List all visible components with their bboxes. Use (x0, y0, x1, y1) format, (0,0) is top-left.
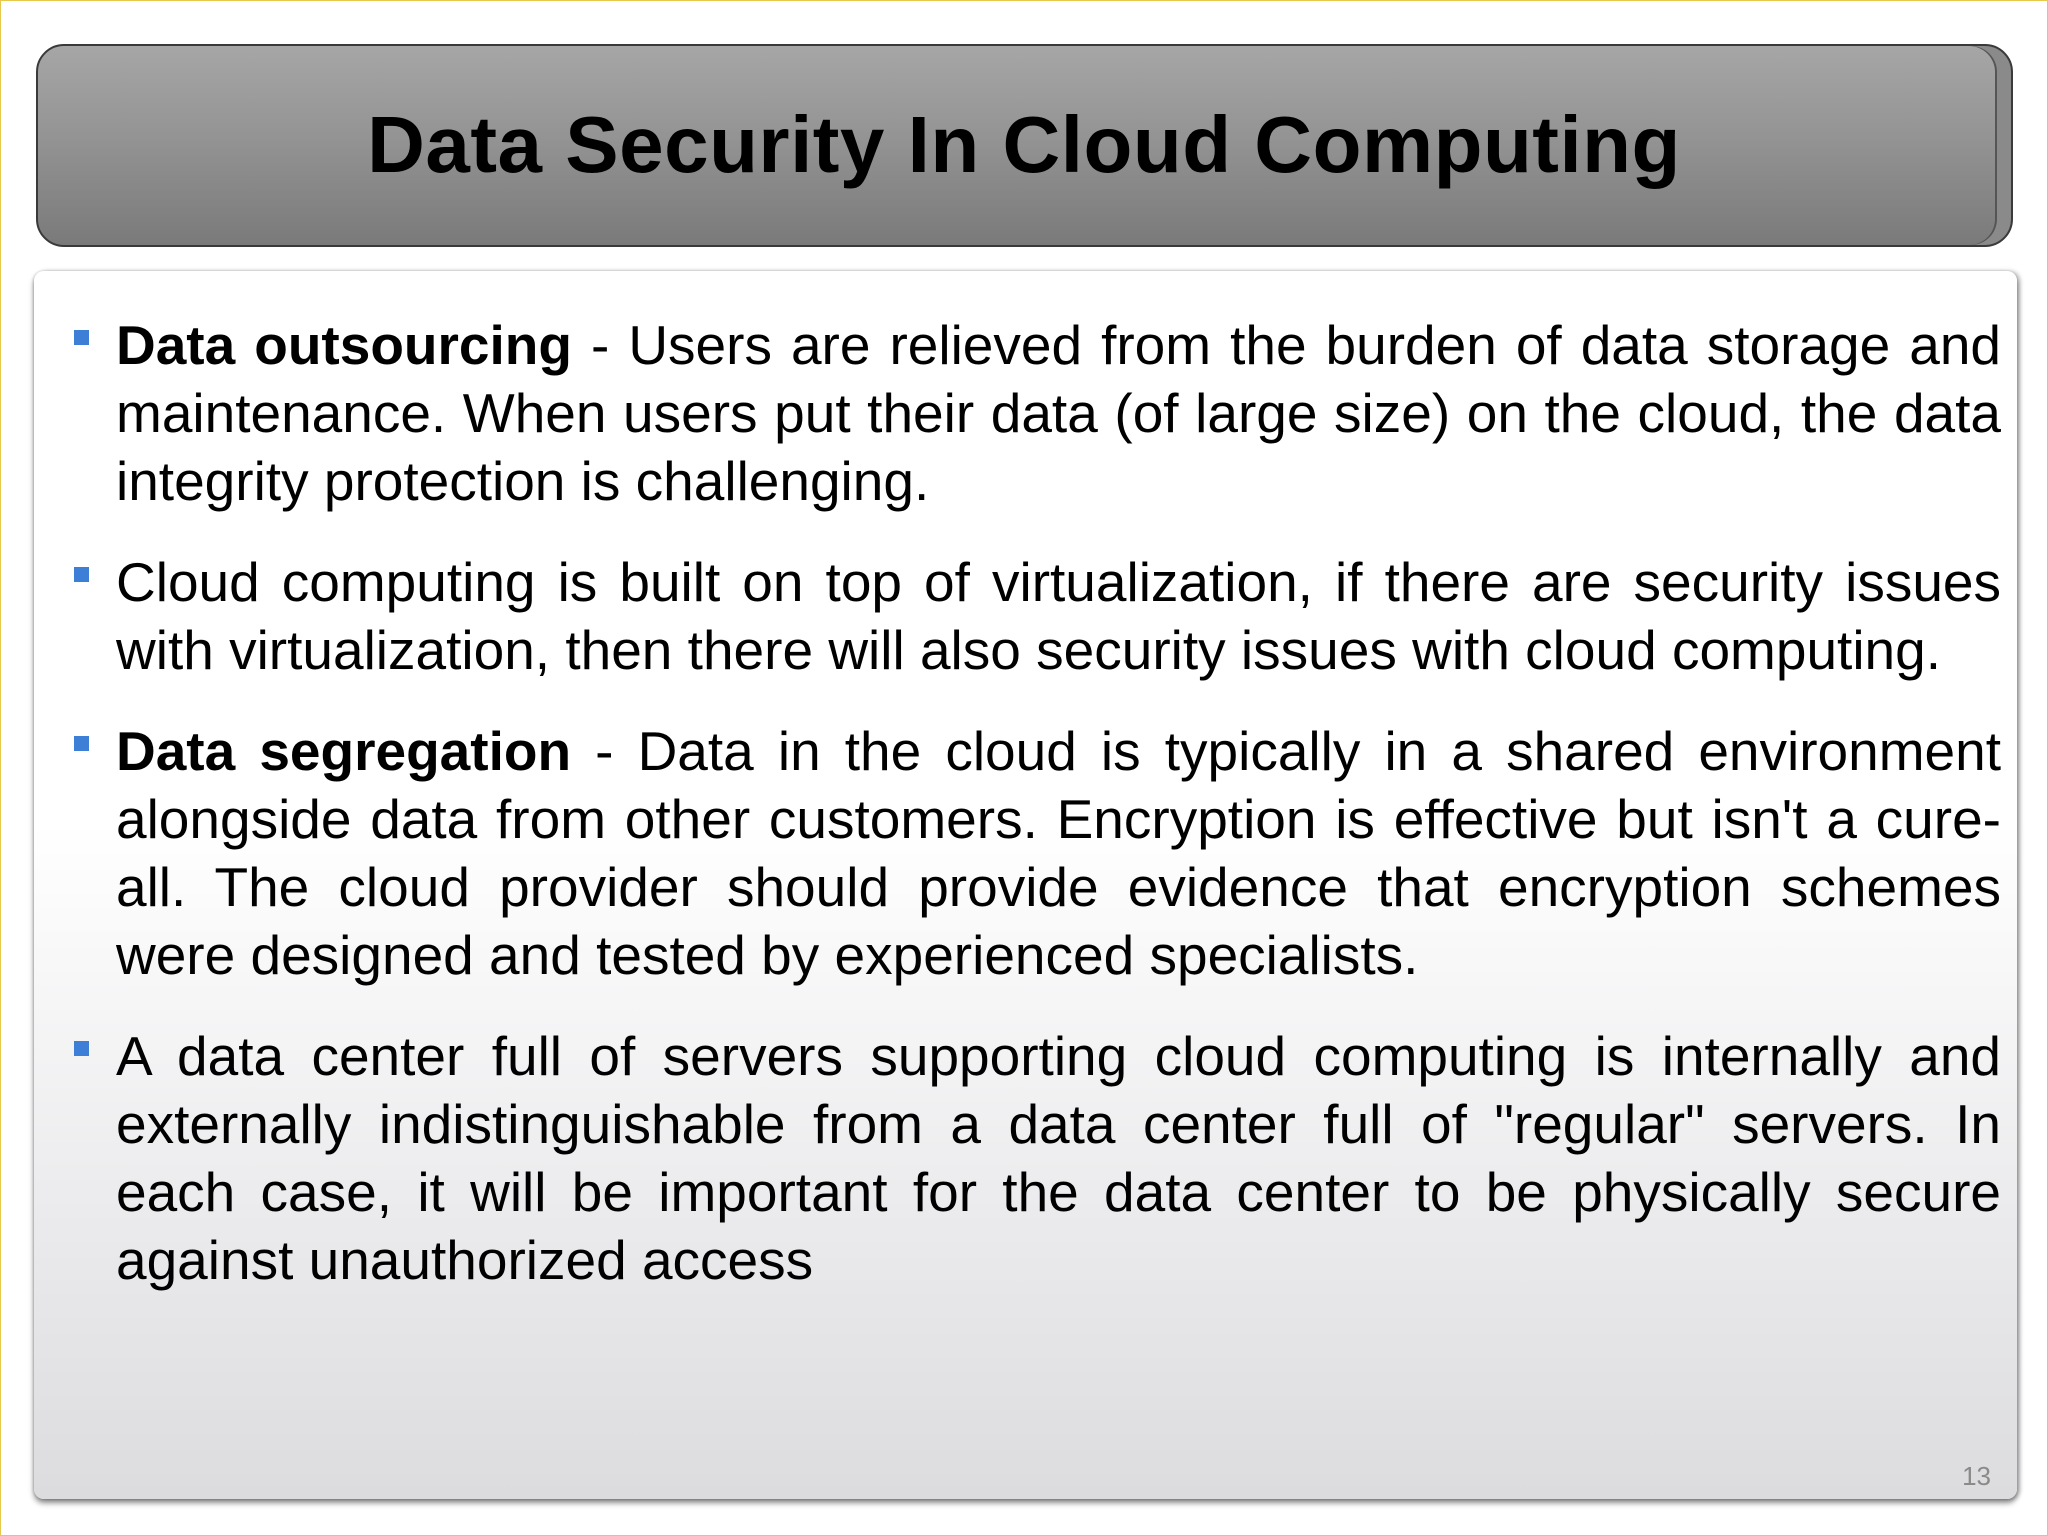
bullet-item (61, 311, 2001, 515)
bullet-item (61, 548, 2001, 684)
bullet-item (61, 1022, 2001, 1294)
bullet-text: Cloud computing is built on top of virtualization, if there are security issues with virtualization, then there will also security issues with cloud computing. (116, 551, 2001, 681)
bullet-term: Data outsourcing (116, 314, 572, 376)
bullet-term: Data segregation (116, 720, 572, 782)
page-number: 13 (1962, 1461, 1991, 1491)
square-bullet-icon (74, 567, 89, 582)
bullet-item (61, 717, 2001, 989)
square-bullet-icon (74, 736, 89, 751)
square-bullet-icon (74, 330, 89, 345)
bullet-list (61, 311, 2001, 1327)
square-bullet-icon (74, 1041, 89, 1056)
bullet-text: - Data in the cloud is typically in a shared environment alongside data from other customers. Encryption is effective but isn't a cure-all. The cloud provider should provide evidence that encryption schemes were designed and tested by experienced specialists. (116, 720, 2002, 986)
bullet-text: - Users are relieved from the burden of data storage and maintenance. When users put their data (of large size) on the cloud, the data integrity protection is challenging. (116, 314, 2001, 512)
slide-title: Data Security In Cloud Computing (367, 100, 1681, 189)
bullet-text: A data center full of servers supporting cloud computing is internally and externally indistinguishable from a data center full of "regular" servers. In each case, it will be important for the data center to be physically secure against unauthorized access (116, 1025, 2001, 1291)
